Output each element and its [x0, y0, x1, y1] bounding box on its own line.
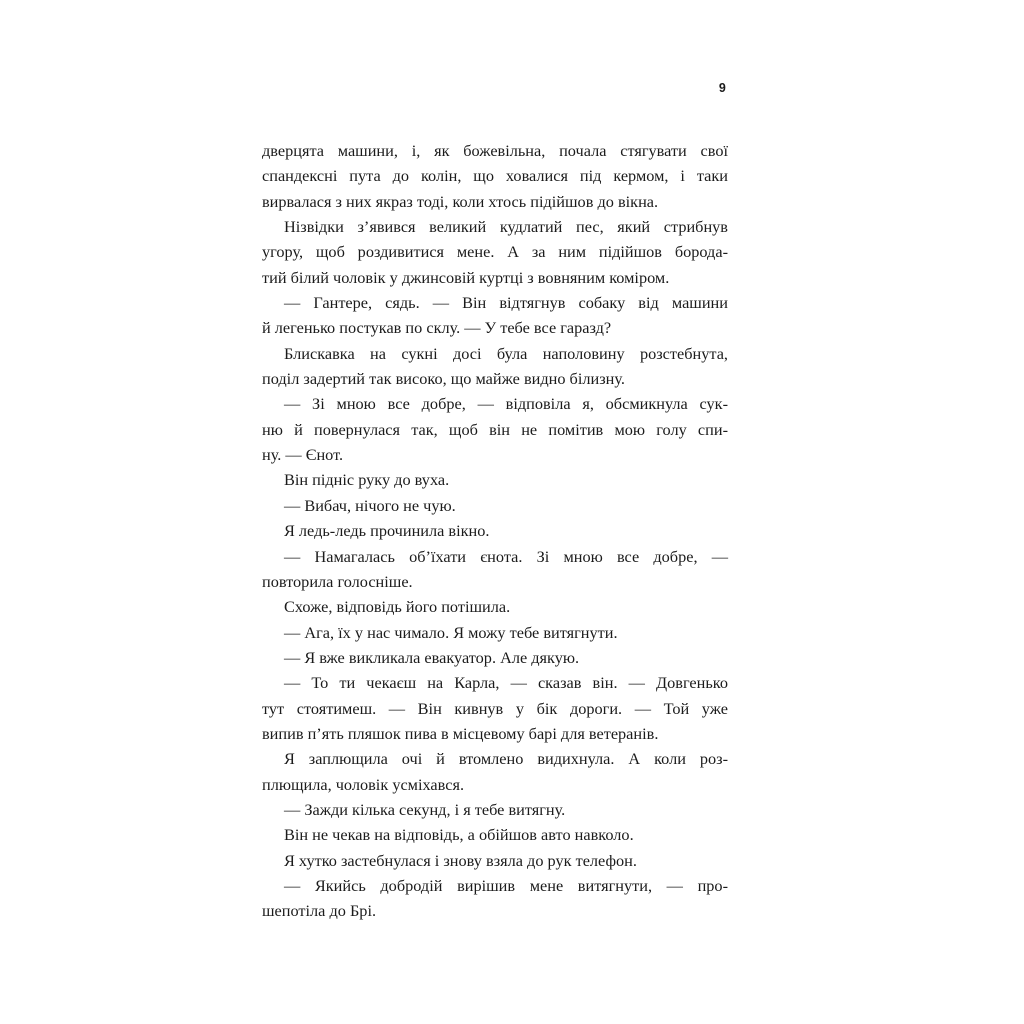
text-line: Нізвідки з’явився великий кудлатий пес, який стрибнув — [284, 217, 728, 237]
text-line: Він підніс руку до вуха. — [284, 470, 450, 490]
paragraph — [262, 138, 728, 214]
text-line: Я заплющила очі й втомлено видихнула. А коли роз- — [284, 749, 728, 769]
text-line: ню й повернулася так, щоб він не помітив мою голу спи- — [262, 419, 728, 439]
text-line: Схоже, відповідь його потішила. — [284, 597, 511, 617]
text-line: повторила голосніше. — [262, 571, 413, 591]
text-line: випив п’ять пляшок пива в місцевому барі для ветеранів. — [262, 723, 659, 743]
text-line: Я ледь-ледь прочинила вікно. — [284, 521, 490, 541]
paragraph — [262, 467, 728, 492]
paragraph — [262, 620, 728, 645]
text-line: спандексні пута до колін, що ховалися під кермом, і таки — [262, 166, 728, 186]
text-line: — Якийсь добродій вирішив мене витягнути, — про- — [284, 875, 728, 895]
paragraph — [262, 746, 728, 797]
paragraph — [262, 290, 728, 341]
text-line: й легенько постукав по склу. — У тебе все гаразд? — [262, 318, 612, 338]
paragraph — [262, 873, 728, 924]
text-line: — Зі мною все добре, — відповіла я, обсмикнула сук- — [284, 394, 728, 414]
text-line: дверцята машини, і, як божевільна, почала стягувати свої — [262, 141, 728, 160]
text-line: плющила, чоловік усміхався. — [262, 774, 465, 794]
paragraph — [262, 341, 728, 392]
page-number: 9 — [718, 81, 726, 95]
paragraph — [262, 391, 728, 467]
paragraph — [262, 594, 728, 619]
text-line: тий білий чоловік у джинсовій куртці з вовняним коміром. — [262, 267, 670, 287]
text-line: Блискавка на сукні досі була наполовину розстебнута, — [284, 343, 728, 363]
text-line: угору, щоб роздивитися мене. А за ним підійшов борода- — [262, 242, 728, 262]
text-line: вирвалася з них якраз тоді, коли хтось підійшов до вікна. — [262, 191, 659, 211]
paragraph — [262, 670, 728, 746]
text-line: — Гантере, сядь. — Він відтягнув собаку від машини — [284, 293, 728, 313]
text-line: — То ти чекаєш на Карла, — сказав він. — Довгенько — [284, 673, 728, 693]
text-line: — Зажди кілька секунд, і я тебе витягну. — [284, 799, 566, 819]
text-line: — Ага, їх у нас чимало. Я можу тебе витягнути. — [284, 622, 618, 642]
text-line: — Я вже викликала евакуатор. Але дякую. — [284, 647, 580, 667]
paragraph — [262, 214, 728, 290]
paragraph — [262, 493, 728, 518]
text-line: шепотіла до Брі. — [262, 901, 377, 921]
paragraph — [262, 645, 728, 670]
text-line: поділ задертий так високо, що майже видно білизну. — [262, 369, 625, 389]
text-line: Він не чекав на відповідь, а обійшов авто навколо. — [284, 825, 634, 845]
paragraph — [262, 822, 728, 847]
text-line: Я хутко застебнулася і знову взяла до рук телефон. — [284, 850, 637, 870]
body-text-column — [262, 138, 728, 924]
paragraph — [262, 797, 728, 822]
paragraph — [262, 544, 728, 595]
text-line: — Намагалась об’їхати єнота. Зі мною все добре, — — [284, 546, 728, 566]
text-line: — Вибач, нічого не чую. — [284, 495, 456, 515]
text-line: тут стоятимеш. — Він кивнув у бік дороги. — Той уже — [262, 698, 728, 718]
text-line: ну. — Єнот. — [262, 445, 344, 465]
paragraph — [262, 518, 728, 543]
paragraph — [262, 848, 728, 873]
